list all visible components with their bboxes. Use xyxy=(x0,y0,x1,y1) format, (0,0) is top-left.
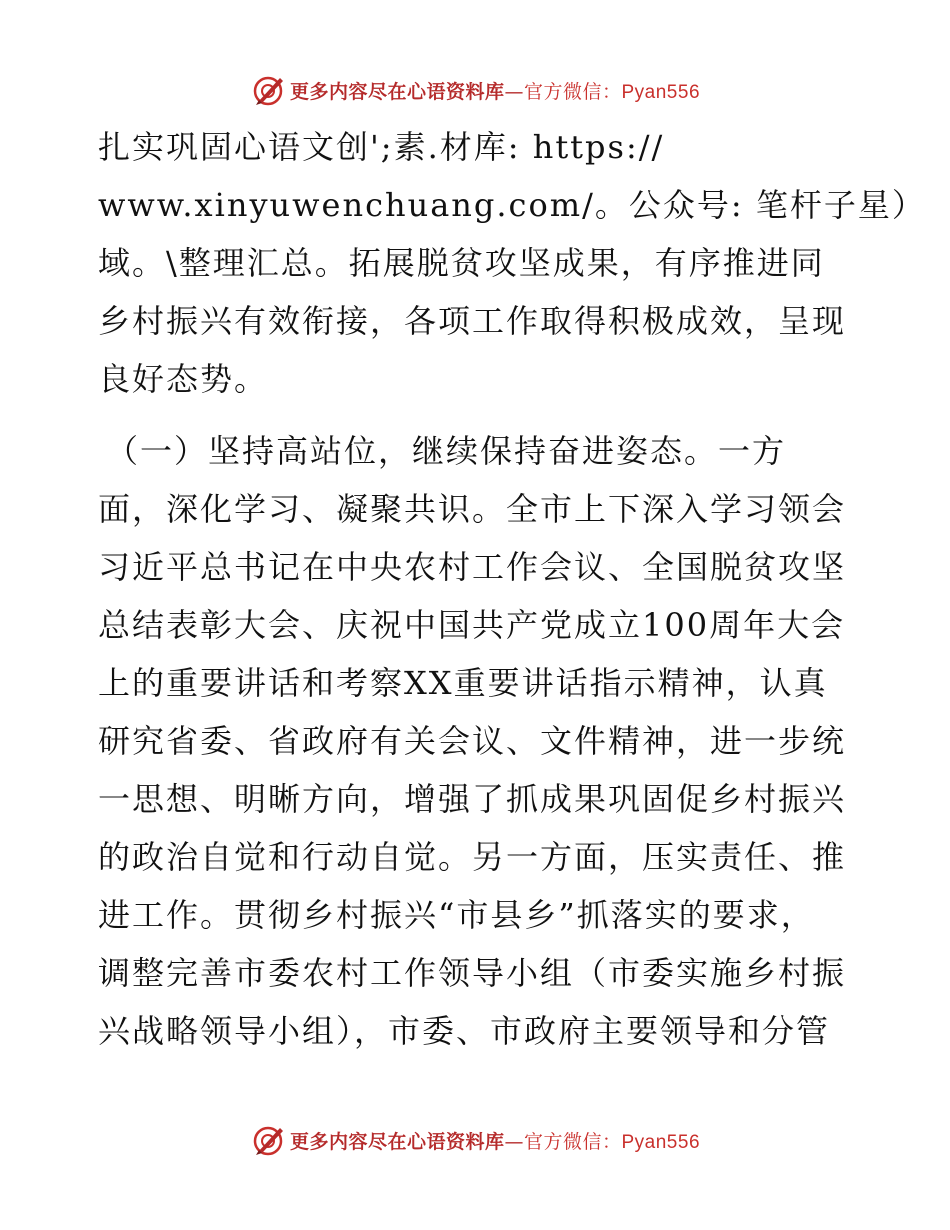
header-watermark-banner xyxy=(0,70,950,110)
text-line: 研究省委、省政府有关会议、文件精神，进一步统 xyxy=(98,722,847,760)
quill-logo-icon xyxy=(250,72,286,108)
text-line: 面，深化学习、凝聚共识。全市上下深入学习领会 xyxy=(98,490,847,528)
text-line: www.xinyuwenchuang.com/。公众号: 笔杆子星） xyxy=(98,186,926,224)
text-line: 乡村振兴有效衔接，各项工作取得积极成效，呈现 xyxy=(98,302,847,340)
header-brand-text: 更多内容尽在心语资料库 xyxy=(289,80,505,103)
text-line: 域。\整理汇总。拓展脱贫攻坚成果，有序推进同 xyxy=(98,244,825,282)
header-wechat-id: Pyan556 xyxy=(621,81,701,103)
text-line: 总结表彰大会、庆祝中国共产党成立100周年大会 xyxy=(98,606,846,644)
text-line: 调整完善市委农村工作领导小组（市委实施乡村振 xyxy=(98,954,847,992)
paragraph-gap xyxy=(98,408,858,422)
footer-wechat-id: Pyan556 xyxy=(621,1131,701,1153)
paragraph-2 xyxy=(98,422,858,1060)
footer-watermark-text xyxy=(290,1127,700,1154)
text-line: 习近平总书记在中央农村工作会议、全国脱贫攻坚 xyxy=(98,548,847,586)
text-line: 兴战略领导小组），市委、市政府主要领导和分管 xyxy=(98,1012,831,1050)
footer-separator: — xyxy=(504,1130,524,1153)
quill-logo-icon xyxy=(250,1122,286,1158)
header-separator: — xyxy=(504,80,524,103)
header-wechat-label: 官方微信： xyxy=(523,80,622,103)
footer-wechat-label: 官方微信： xyxy=(523,1130,622,1153)
text-line: 良好态势。 xyxy=(98,360,269,398)
text-line: 扎实巩固心语文创';素.材库: https:// xyxy=(98,128,665,166)
footer-brand-text: 更多内容尽在心语资料库 xyxy=(289,1130,505,1153)
text-line: 进工作。贯彻乡村振兴“市县乡”抓落实的要求， xyxy=(98,896,815,934)
footer-watermark-banner xyxy=(0,1120,950,1160)
document-body xyxy=(98,118,926,1060)
text-line: 上的重要讲话和考察XX重要讲话指示精神，认真 xyxy=(98,664,828,702)
paragraph-1 xyxy=(98,118,926,408)
text-line: 一思想、明晰方向，增强了抓成果巩固促乡村振兴 xyxy=(98,780,847,818)
text-line: 的政治自觉和行动自觉。另一方面，压实责任、推 xyxy=(98,838,847,876)
text-line: （一）坚持高站位，继续保持奋进姿态。一方 xyxy=(106,432,787,470)
header-watermark-text xyxy=(290,77,700,104)
